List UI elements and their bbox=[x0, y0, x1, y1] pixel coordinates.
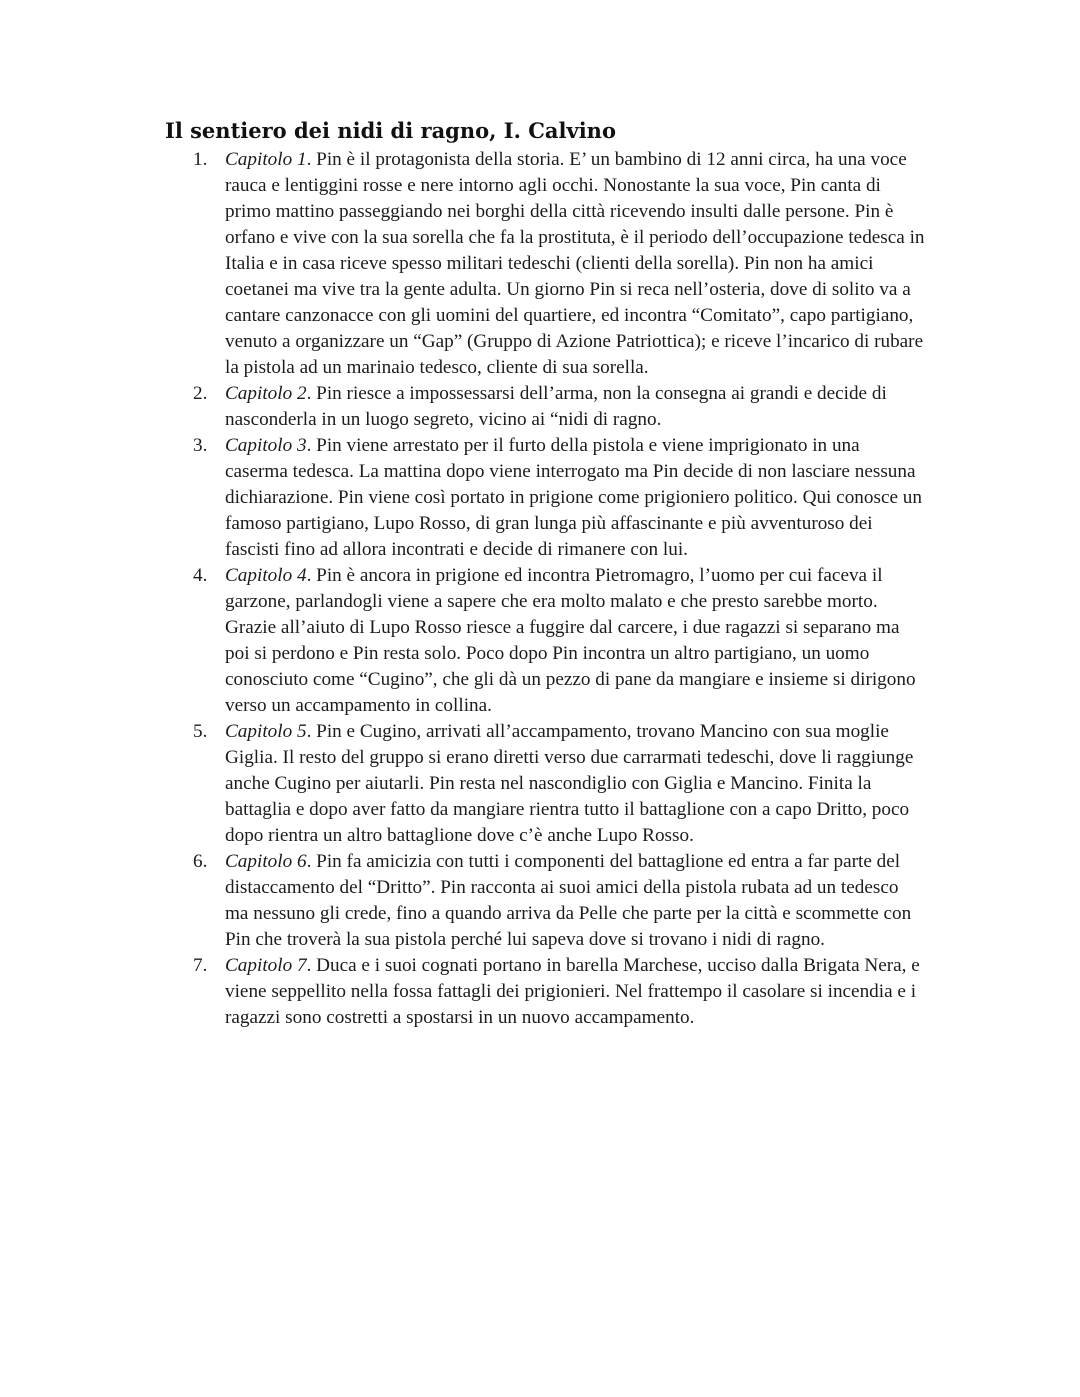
chapter-text: . Pin viene arrestato per il furto della pistola e viene imprigionato in una caserma tedesca. La mattina dopo viene interrogato ma Pin decide di non lasciare nessuna dichiarazione. Pin viene così portato in prigione come prigioniero politico. Qui conosce un famoso partigiano, Lupo Rosso, di gran lunga più affascinante e più avventuroso dei fascisti fino ad allora incontrati e decide di rimanere con lui. bbox=[225, 435, 922, 560]
list-item bbox=[165, 433, 925, 563]
list-item bbox=[165, 381, 925, 433]
chapter-label: Capitolo 3 bbox=[225, 435, 307, 456]
list-item bbox=[165, 147, 925, 381]
document-title: Il sentiero dei nidi di ragno, I. Calvino bbox=[165, 118, 616, 143]
chapter-text: . Pin è il protagonista della storia. E’ un bambino di 12 anni circa, ha una voce rauca e lentiggini rosse e nere intorno agli occhi. Nonostante la sua voce, Pin canta di primo mattino passeggiando nei borghi della città ricevendo insulti dalle persone. Pin è orfano e vive con la sua sorella che fa la prostituta, è il periodo dell’occupazione tedesca in Italia e in casa riceve spesso militari tedeschi (clienti della sorella). Pin non ha amici coetanei ma vive tra la gente adulta. Un giorno Pin si reca nell’osteria, dove di solito va a cantare canzonacce con gli uomini del quartiere, ed incontra “Comitato”, capo partigiano, venuto a organizzare un “Gap” (Gruppo di Azione Patriottica); e riceve l’incarico di rubare la pistola ad un marinaio tedesco, cliente di sua sorella. bbox=[225, 149, 925, 378]
chapter-label: Capitolo 7 bbox=[225, 955, 307, 976]
chapter-label: Capitolo 2 bbox=[225, 383, 307, 404]
list-item-number: 4. bbox=[193, 565, 208, 586]
chapter-label: Capitolo 5 bbox=[225, 721, 307, 742]
list-item-number: 3. bbox=[193, 435, 208, 456]
list-item-number: 5. bbox=[193, 721, 208, 742]
chapter-label: Capitolo 4 bbox=[225, 565, 307, 586]
chapter-text: . Duca e i suoi cognati portano in barella Marchese, ucciso dalla Brigata Nera, e viene seppellito nella fossa fattagli dei prigionieri. Nel frattempo il casolare si incendia e i ragazzi sono costretti a spostarsi in un nuovo accampamento. bbox=[225, 955, 920, 1028]
document-page bbox=[165, 117, 925, 1031]
chapter-text: . Pin e Cugino, arrivati all’accampamento, trovano Mancino con sua moglie Giglia. Il resto del gruppo si erano diretti verso due carrarmati tedeschi, dove li raggiunge anche Cugino per aiutarli. Pin resta nel nascondiglio con Giglia e Mancino. Finita la battaglia e dopo aver fatto da mangiare rientra tutto il battaglione con a capo Dritto, poco dopo rientra un altro battaglione dove c’è anche Lupo Rosso. bbox=[225, 721, 914, 846]
list-item bbox=[165, 953, 925, 1031]
chapter-text: . Pin fa amicizia con tutti i componenti del battaglione ed entra a far parte del distaccamento del “Dritto”. Pin racconta ai suoi amici della pistola rubata ad un tedesco ma nessuno gli crede, fino a quando arriva da Pelle che parte per la città e scommette con Pin che troverà la sua pistola perché lui sapeva dove si trovano i nidi di ragno. bbox=[225, 851, 912, 950]
chapter-text: . Pin riesce a impossessarsi dell’arma, non la consegna ai grandi e decide di nasconderla in un luogo segreto, vicino ai “nidi di ragno. bbox=[225, 383, 887, 430]
list-item-number: 1. bbox=[193, 149, 208, 170]
chapter-list bbox=[165, 147, 925, 1031]
list-item bbox=[165, 849, 925, 953]
list-item-number: 2. bbox=[193, 383, 208, 404]
chapter-label: Capitolo 1 bbox=[225, 149, 307, 170]
chapter-label: Capitolo 6 bbox=[225, 851, 307, 872]
list-item bbox=[165, 719, 925, 849]
list-item-number: 6. bbox=[193, 851, 208, 872]
list-item-number: 7. bbox=[193, 955, 208, 976]
chapter-text: . Pin è ancora in prigione ed incontra Pietromagro, l’uomo per cui faceva il garzone, parlandogli viene a sapere che era molto malato e che presto sarebbe morto. Grazie all’aiuto di Lupo Rosso riesce a fuggire dal carcere, i due ragazzi si separano ma poi si perdono e Pin resta solo. Poco dopo Pin incontra un altro partigiano, un uomo conosciuto come “Cugino”, che gli dà un pezzo di pane da mangiare e insieme si dirigono verso un accampamento in collina. bbox=[225, 565, 916, 716]
list-item bbox=[165, 563, 925, 719]
